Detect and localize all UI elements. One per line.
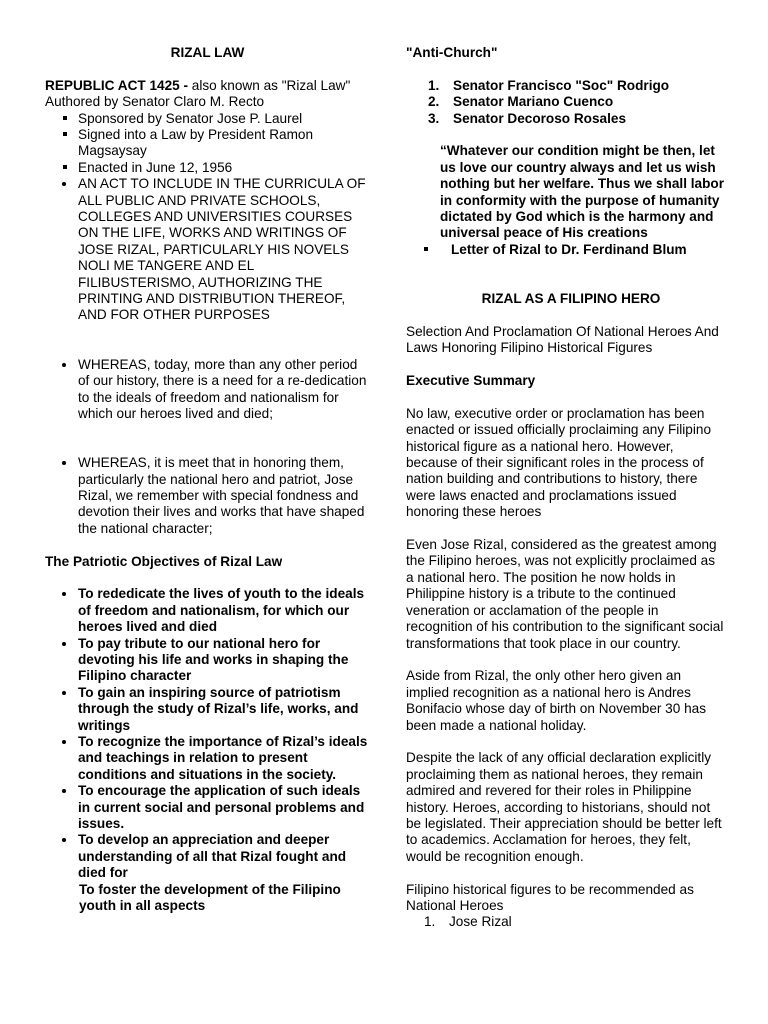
- republic-act-label: REPUBLIC ACT 1425 -: [45, 77, 189, 93]
- summary-paragraph: Even Jose Rizal, considered as the greatest among the Filipino heroes, was not explicitly proclaimed as a national hero. The position he now holds in Philippine history is a tribute to the continued veneration or acclamation of the people in recognition of his contribution to the significant social transformations that took place in our country.: [406, 537, 724, 651]
- summary-paragraph: Despite the lack of any official declaration explicitly proclaiming them as national heroes, they remain admired and revered for their roles in Philippine history. Heroes, according to historians, should not be legislated. Their appreciation should be better left to academics. Acclamation for heroes, they felt, would be recognition enough.: [406, 750, 722, 864]
- recommended-name: Jose Rizal: [449, 914, 512, 930]
- objective-item: To gain an inspiring source of patriotism through the study of Rizal’s life, works, and writings: [61, 685, 370, 734]
- senator-name: Senator Decoroso Rosales: [453, 110, 627, 126]
- recommended-list: [424, 914, 726, 930]
- whereas-item: WHEREAS, today, more than any other period of our history, there is a need for a re-dedication to the ideals of freedom and nationalism for which our heroes lived and died;: [61, 357, 370, 423]
- senator-number: 3.: [428, 110, 440, 126]
- rizal-quote: “Whatever our condition might be then, let us love our country always and let us wish nothing but her welfare. Thus we shall labor in conformity with the purpose of humanity dictated by God which is the harmony and universal peace of His creations: [440, 143, 724, 241]
- senator-number: 1.: [428, 77, 440, 93]
- facts-list-square: [61, 111, 370, 177]
- recommended-heading: Filipino historical figures to be recommended as National Heroes: [406, 881, 694, 913]
- left-column: [45, 45, 370, 914]
- objective-item: To encourage the application of such ideals in current social and personal problems and issues.: [61, 783, 370, 832]
- republic-act-line: [45, 78, 370, 94]
- act-description: AN ACT TO INCLUDE IN THE CURRICULA OF ALL PUBLIC AND PRIVATE SCHOOLS, COLLEGES AND UNIVERSITIES COURSES ON THE LIFE, WORKS AND WRITINGS OF JOSE RIZAL, PARTICULARLY HIS NOVELS NOLI ME TANGERE AND EL FILIBUSTERISMO, AUTHORIZING THE PRINTING AND DISTRIBUTION THEREOF, AND FOR OTHER PURPOSES: [61, 176, 370, 324]
- senator-number: 2.: [428, 94, 440, 110]
- recommended-item: [424, 914, 726, 930]
- fact-item: Signed into a Law by President Ramon Magsaysay: [61, 127, 370, 160]
- senator-item: [428, 78, 726, 94]
- senator-name: Senator Francisco "Soc" Rodrigo: [453, 77, 670, 93]
- objective-item: To rededicate the lives of youth to the ideals of freedom and nationalism, for which our heroes lived and died: [61, 586, 370, 635]
- recommended-number: 1.: [424, 914, 436, 930]
- anti-church-heading: "Anti-Church": [406, 45, 498, 60]
- fact-item: Enacted in June 12, 1956: [61, 160, 370, 176]
- summary-paragraph: No law, executive order or proclamation has been enacted or issued officially proclaiming any Filipino historical figure as a national hero. However, because of their significant roles in the process of nation building and contributions to history, there were laws enacted and proclamations issued honoring these heroes: [406, 405, 712, 520]
- objective-item: To recognize the importance of Rizal’s ideals and teachings in relation to present conditions and situations in the society.: [61, 734, 370, 783]
- senator-item: [428, 94, 726, 110]
- fact-item: Sponsored by Senator Jose P. Laurel: [61, 111, 370, 127]
- hero-section-title: RIZAL AS A FILIPINO HERO: [481, 291, 661, 307]
- objective-item: To develop an appreciation and deeper understanding of all that Rizal fought and died for: [61, 832, 370, 881]
- senators-list: [428, 78, 726, 127]
- rizal-law-title: RIZAL LAW: [170, 45, 245, 60]
- quote-source: Letter of Rizal to Dr. Ferdinand Blum: [422, 242, 726, 258]
- executive-summary-heading: Executive Summary: [406, 373, 536, 389]
- right-column: [406, 45, 726, 931]
- selection-heading: Selection And Proclamation Of National Heroes And Laws Honoring Filipino Historical Figures: [406, 323, 719, 356]
- act-list: [61, 176, 370, 324]
- senator-name: Senator Mariano Cuenco: [453, 94, 614, 110]
- quote-source-list: [422, 242, 726, 258]
- republic-act-desc: also known as "Rizal Law": [188, 77, 351, 93]
- last-objective: To foster the development of the Filipino youth in all aspects: [79, 881, 341, 914]
- summary-paragraph: Aside from Rizal, the only other hero given an implied recognition as a national hero is Andres Bonifacio whose day of birth on November 30 has been made a national holiday.: [406, 668, 706, 733]
- whereas-item: WHEREAS, it is meet that in honoring them, particularly the national hero and patriot, Jose Rizal, we remember with special fondness and devotion their lives and works that have shaped the national character;: [61, 455, 370, 537]
- senator-item: [428, 111, 726, 127]
- whereas-list: [61, 357, 370, 537]
- objectives-list: [61, 586, 370, 881]
- objectives-heading: The Patriotic Objectives of Rizal Law: [45, 553, 283, 569]
- authored-by: Authored by Senator Claro M. Recto: [45, 94, 265, 110]
- objective-item: To pay tribute to our national hero for devoting his life and works in shaping the Filipino character: [61, 636, 370, 685]
